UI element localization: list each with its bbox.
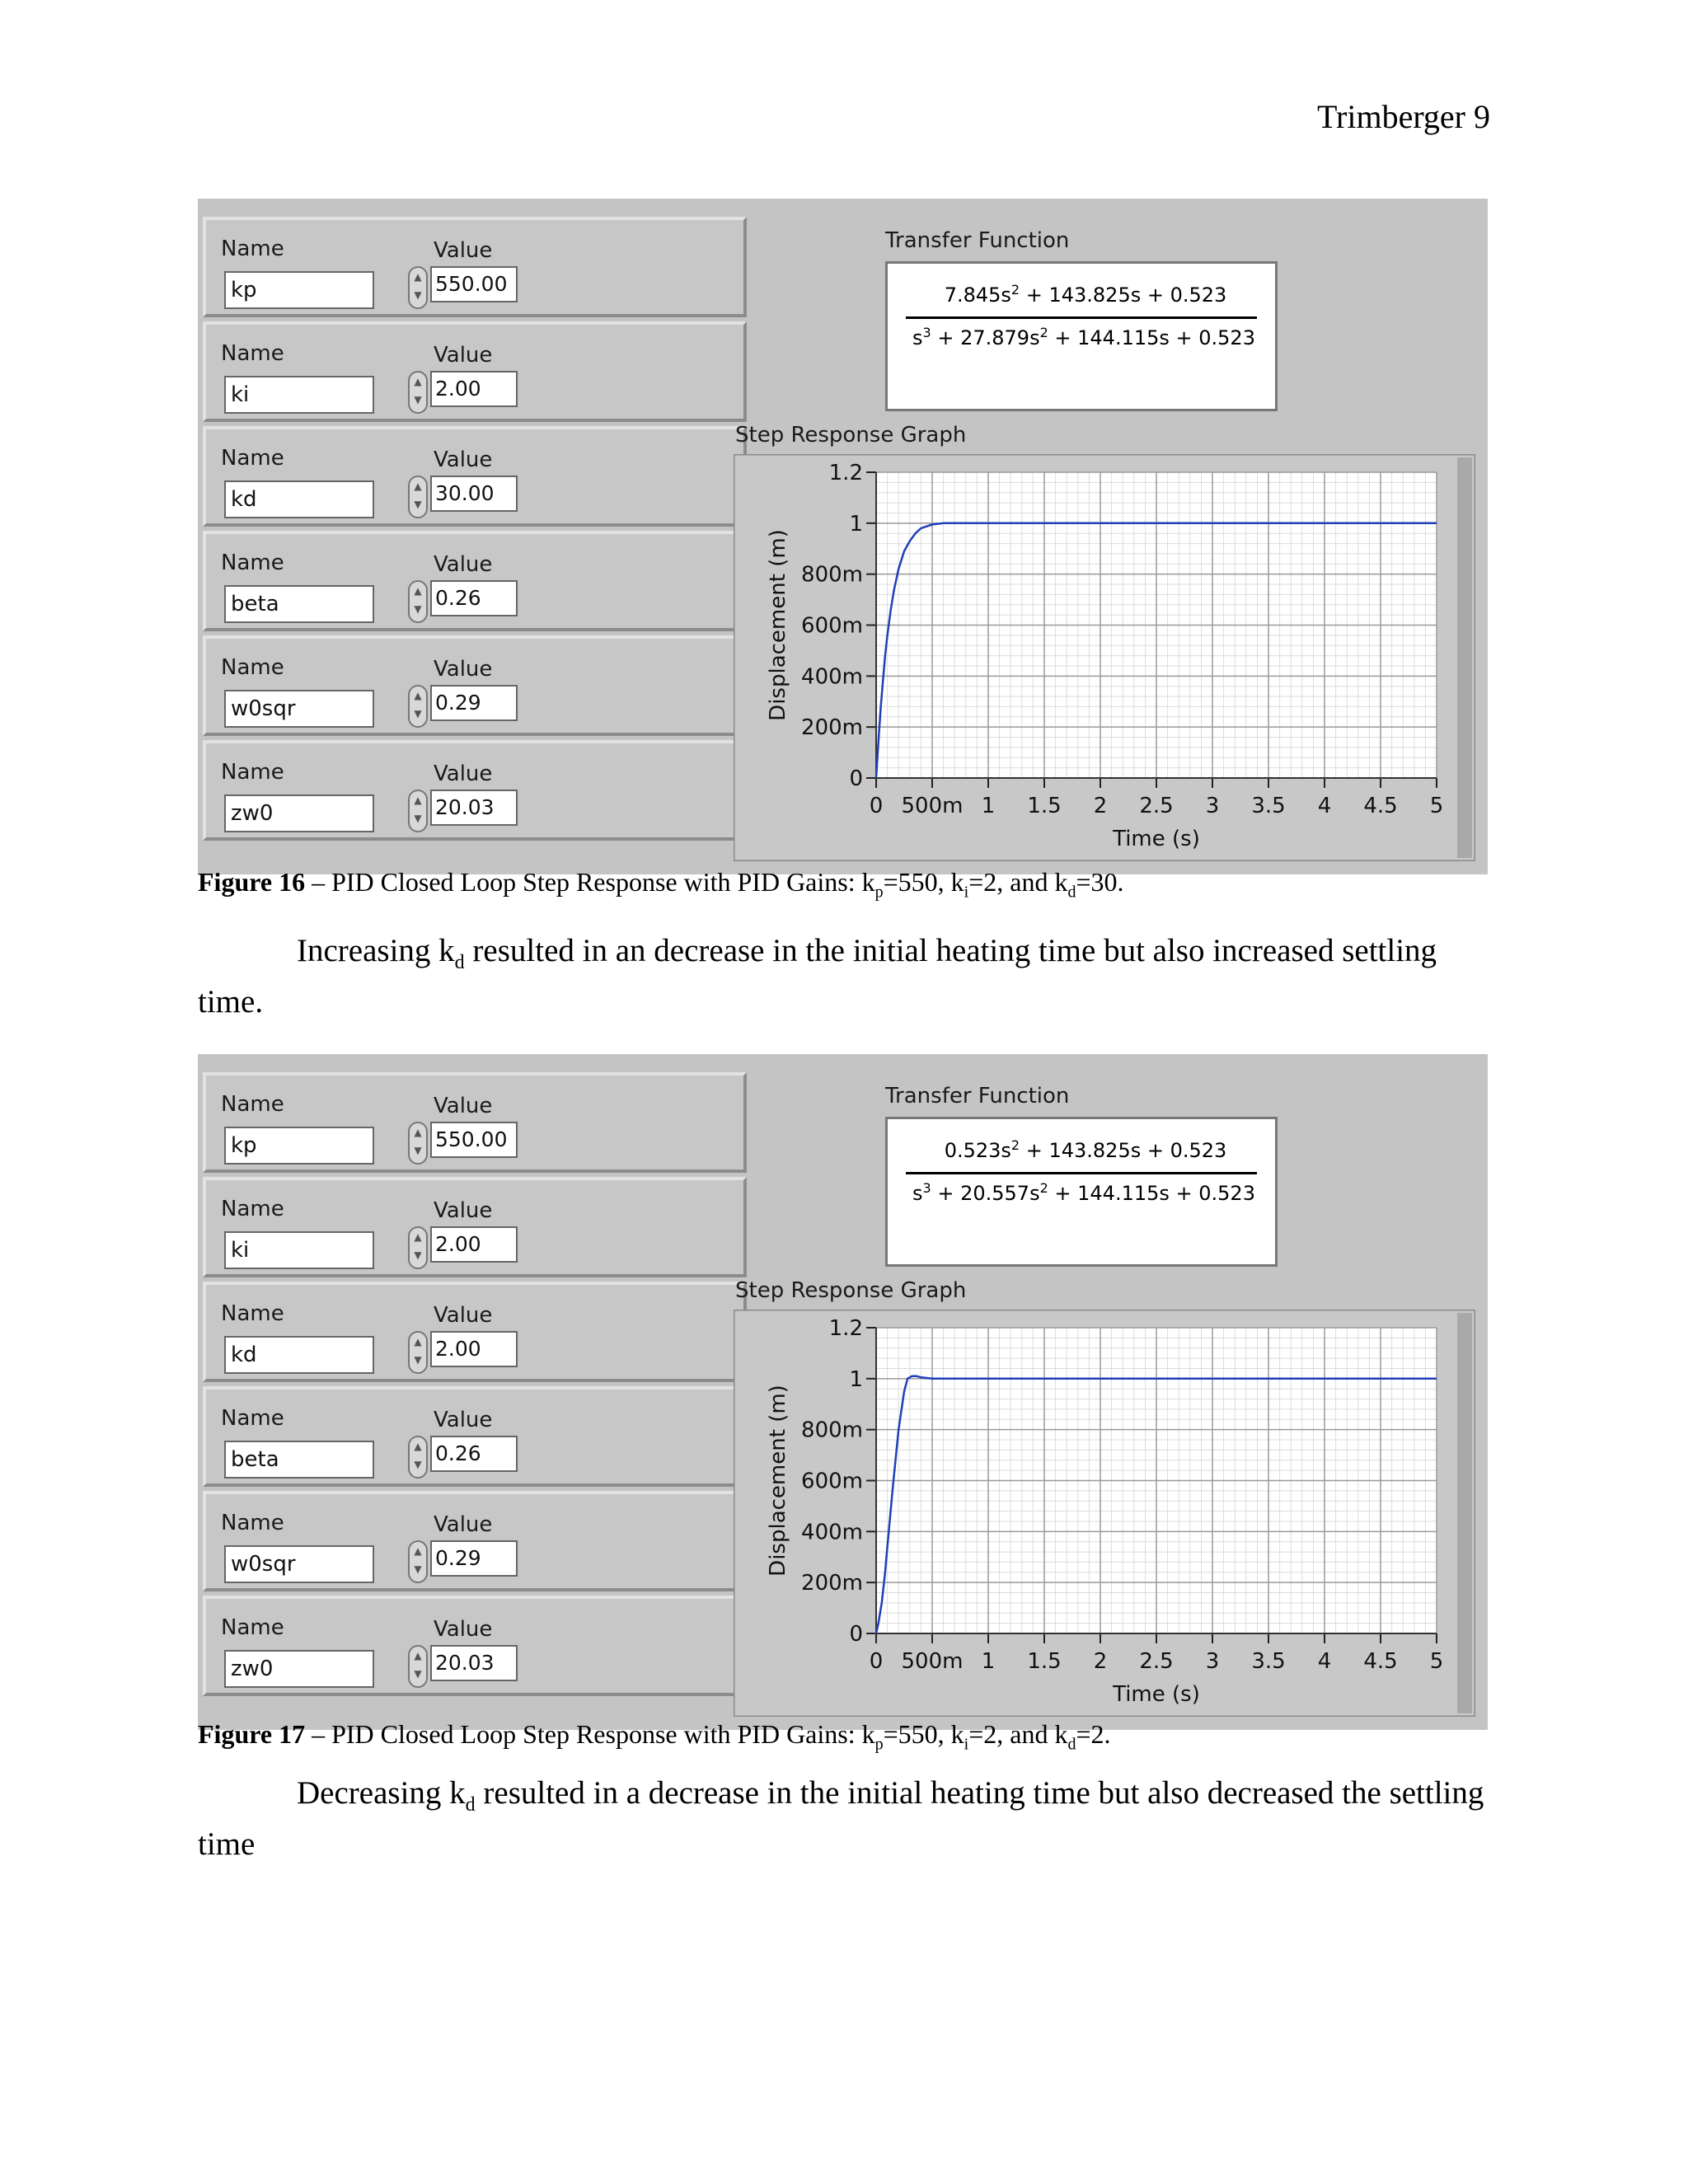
- figure-17: [198, 1054, 1488, 1730]
- x-tick-label: 3: [1205, 794, 1220, 818]
- step-response-graph: [734, 454, 1475, 861]
- paragraph-2: Decreasing $k_d$ resulted in a decrease in the initial heating time but also decreased the settling time: [198, 1775, 1484, 1862]
- x-tick-label: 2.5: [1139, 794, 1174, 818]
- param-beta: [203, 531, 747, 631]
- graph-frame-edge: [1457, 1313, 1472, 1713]
- y-axis-label: Displacement (m): [766, 1385, 790, 1577]
- value-field[interactable]: 0.29: [430, 685, 518, 721]
- tf-denominator: $s^3 + 20.557s^2 + 144.115s + 0.523$: [912, 1180, 1255, 1205]
- x-tick-label: 2: [1093, 794, 1108, 818]
- name-field[interactable]: kp: [224, 271, 374, 309]
- stepper-icon[interactable]: ▲ ▼: [408, 1331, 428, 1374]
- value-label: Value: [434, 1198, 493, 1223]
- name-field[interactable]: kp: [224, 1127, 374, 1165]
- y-tick-label: 600m: [801, 1469, 863, 1494]
- name-label: Name: [221, 1511, 284, 1535]
- value-label: Value: [434, 1303, 493, 1328]
- transfer-function-display: [885, 1117, 1278, 1267]
- x-tick-label: 500m: [901, 794, 964, 818]
- stepper-icon[interactable]: ▲ ▼: [408, 266, 428, 309]
- y-tick-label: 200m: [801, 715, 863, 741]
- x-tick-label: 500m: [901, 1649, 964, 1674]
- value-label: Value: [434, 1094, 493, 1118]
- value-field[interactable]: 2.00: [430, 371, 518, 407]
- x-tick-label: 2.5: [1139, 1649, 1174, 1674]
- value-label: Value: [434, 657, 493, 682]
- name-label: Name: [221, 1406, 284, 1431]
- stepper-icon[interactable]: ▲ ▼: [408, 1226, 428, 1269]
- value-field[interactable]: 0.29: [430, 1540, 518, 1577]
- name-label: Name: [221, 1197, 284, 1221]
- value-label: Value: [434, 762, 493, 786]
- value-field[interactable]: 550.00: [430, 266, 518, 302]
- param-kd: [203, 1282, 747, 1382]
- value-field[interactable]: 20.03: [430, 790, 518, 826]
- name-label: Name: [221, 341, 284, 366]
- param-kp: [203, 1072, 747, 1173]
- value-field[interactable]: 20.03: [430, 1645, 518, 1681]
- stepper-icon[interactable]: ▲ ▼: [408, 790, 428, 832]
- value-label: Value: [434, 1617, 493, 1642]
- y-axis-label: Displacement (m): [766, 529, 790, 721]
- stepper-icon[interactable]: ▲ ▼: [408, 685, 428, 728]
- x-tick-label: 3: [1205, 1649, 1220, 1674]
- name-field[interactable]: w0sqr: [224, 690, 374, 728]
- name-field[interactable]: ki: [224, 376, 374, 414]
- x-tick-label: 0: [869, 794, 884, 818]
- value-field[interactable]: 0.26: [430, 580, 518, 616]
- y-tick-label: 800m: [801, 1418, 863, 1443]
- name-field[interactable]: w0sqr: [224, 1545, 374, 1583]
- transfer-function-label: Transfer Function: [885, 1084, 1070, 1108]
- param-kp: [203, 217, 747, 317]
- name-label: Name: [221, 1092, 284, 1117]
- tf-denominator: $s^3 + 27.879s^2 + 144.115s + 0.523$: [912, 325, 1255, 349]
- stepper-icon[interactable]: ▲ ▼: [408, 1436, 428, 1479]
- name-label: Name: [221, 655, 284, 680]
- stepper-icon[interactable]: ▲ ▼: [408, 1540, 428, 1583]
- y-tick-label: 0: [849, 766, 863, 791]
- stepper-icon[interactable]: ▲ ▼: [408, 580, 428, 623]
- y-tick-label: 1: [849, 511, 863, 537]
- param-ki: [203, 321, 747, 422]
- name-field[interactable]: ki: [224, 1231, 374, 1269]
- param-kd: [203, 426, 747, 527]
- value-label: Value: [434, 552, 493, 577]
- param-w0sqr: [203, 1491, 747, 1591]
- x-tick-label: 1.5: [1027, 1649, 1062, 1674]
- stepper-icon[interactable]: ▲ ▼: [408, 1645, 428, 1688]
- x-tick-label: 5: [1429, 794, 1444, 818]
- name-label: Name: [221, 551, 284, 575]
- y-tick-label: 800m: [801, 562, 863, 588]
- fraction-bar: [906, 1172, 1257, 1174]
- param-w0sqr: [203, 635, 747, 736]
- value-label: Value: [434, 1408, 493, 1432]
- paragraph-1: Increasing $k_d$ resulted in an decrease in the initial heating time but also increased settling time.: [198, 933, 1437, 1019]
- value-label: Value: [434, 343, 493, 368]
- x-tick-label: 4: [1317, 1649, 1332, 1674]
- param-beta: [203, 1386, 747, 1487]
- graph-label: Step Response Graph: [735, 1278, 967, 1303]
- value-field[interactable]: 0.26: [430, 1436, 518, 1472]
- x-tick-label: 4.5: [1363, 1649, 1398, 1674]
- name-label: Name: [221, 446, 284, 471]
- name-field[interactable]: zw0: [224, 794, 374, 832]
- name-field[interactable]: zw0: [224, 1650, 374, 1688]
- stepper-icon[interactable]: ▲ ▼: [408, 1122, 428, 1165]
- name-label: Name: [221, 760, 284, 785]
- name-field[interactable]: kd: [224, 1336, 374, 1374]
- parameter-list: [203, 1072, 750, 1700]
- y-tick-label: 1.2: [828, 1316, 863, 1341]
- param-zw0: [203, 1596, 747, 1696]
- x-axis-label: Time (s): [1113, 827, 1200, 851]
- x-tick-label: 1: [981, 1649, 996, 1674]
- x-tick-label: 3.5: [1251, 794, 1286, 818]
- name-field[interactable]: beta: [224, 585, 374, 623]
- param-zw0: [203, 740, 747, 841]
- x-tick-label: 2: [1093, 1649, 1108, 1674]
- x-tick-label: 0: [869, 1649, 884, 1674]
- y-tick-label: 200m: [801, 1571, 863, 1596]
- transfer-function-label: Transfer Function: [885, 228, 1070, 253]
- x-tick-label: 5: [1429, 1649, 1444, 1674]
- value-label: Value: [434, 238, 493, 263]
- value-label: Value: [434, 448, 493, 472]
- fraction-bar: [906, 316, 1257, 319]
- value-field[interactable]: 550.00: [430, 1122, 518, 1158]
- figure-16-caption: Figure 16 – PID Closed Loop Step Response with PID Gains: $k_p=550$, $k_i=2$, and $k_d=30$.: [198, 867, 1124, 902]
- y-tick-label: 1.2: [828, 461, 863, 485]
- x-tick-label: 1: [981, 794, 996, 818]
- figure-17-caption: Figure 17 – PID Closed Loop Step Response with PID Gains: $k_p=550$, $k_i=2$, and $k_d=2$.: [198, 1719, 1111, 1754]
- value-field[interactable]: 30.00: [430, 476, 518, 512]
- value-label: Value: [434, 1512, 493, 1537]
- transfer-function-display: [885, 261, 1278, 411]
- x-axis-label: Time (s): [1113, 1682, 1200, 1707]
- x-tick-label: 4.5: [1363, 794, 1398, 818]
- y-tick-label: 600m: [801, 613, 863, 639]
- x-tick-label: 1.5: [1027, 794, 1062, 818]
- y-tick-label: 0: [849, 1622, 863, 1647]
- stepper-icon[interactable]: ▲ ▼: [408, 476, 428, 518]
- y-tick-label: 400m: [801, 664, 863, 690]
- page-header: Trimberger 9: [1317, 98, 1490, 135]
- parameter-list: [203, 217, 750, 845]
- param-ki: [203, 1177, 747, 1277]
- graph-label: Step Response Graph: [735, 423, 967, 448]
- y-tick-label: 400m: [801, 1520, 863, 1545]
- name-label: Name: [221, 237, 284, 261]
- name-field[interactable]: beta: [224, 1441, 374, 1479]
- tf-numerator: $7.845s^2 + 143.825s + 0.523$: [944, 282, 1227, 307]
- stepper-icon[interactable]: ▲ ▼: [408, 371, 428, 414]
- tf-numerator: $0.523s^2 + 143.825s + 0.523$: [944, 1137, 1227, 1162]
- graph-frame-edge: [1457, 457, 1472, 858]
- x-tick-label: 4: [1317, 794, 1332, 818]
- x-tick-label: 3.5: [1251, 1649, 1286, 1674]
- name-label: Name: [221, 1301, 284, 1326]
- step-response-graph: [734, 1310, 1475, 1717]
- figure-16: [198, 199, 1488, 874]
- y-tick-label: 1: [849, 1366, 863, 1392]
- name-label: Name: [221, 1615, 284, 1640]
- name-field[interactable]: kd: [224, 480, 374, 518]
- value-field[interactable]: 2.00: [430, 1331, 518, 1367]
- value-field[interactable]: 2.00: [430, 1226, 518, 1263]
